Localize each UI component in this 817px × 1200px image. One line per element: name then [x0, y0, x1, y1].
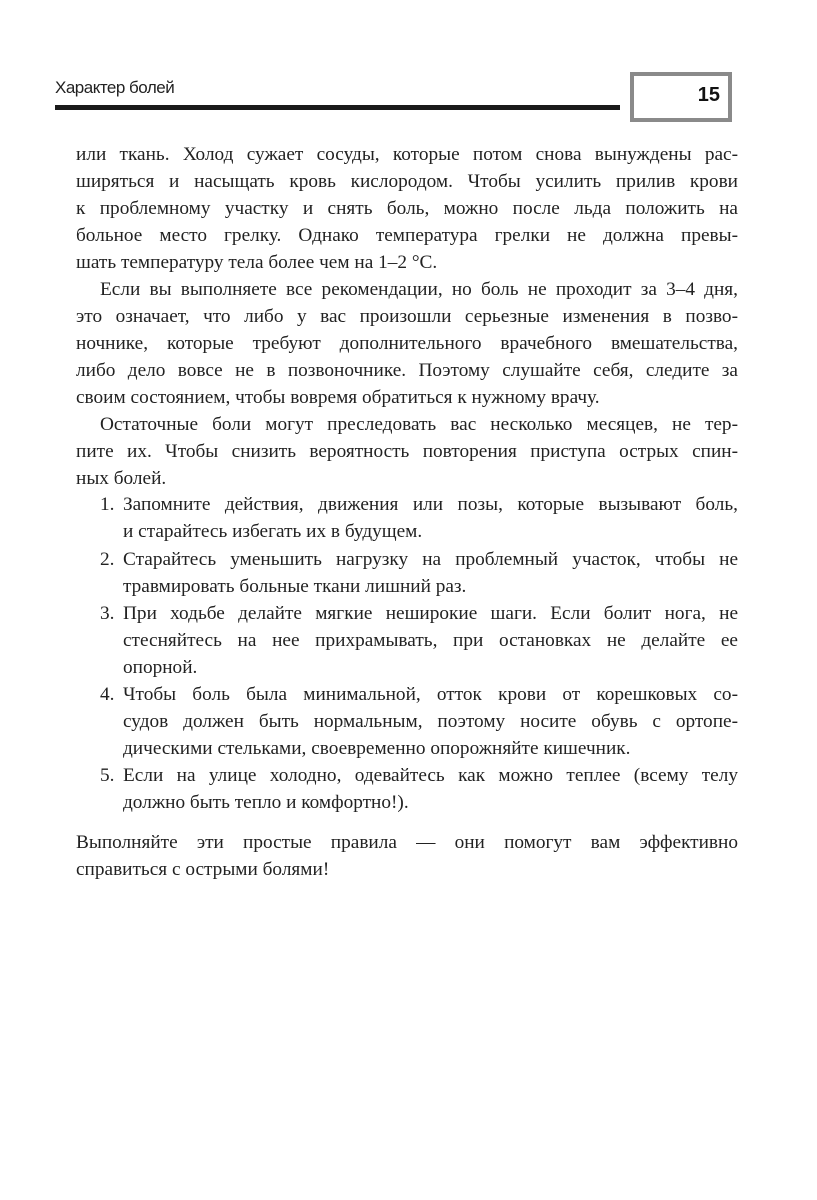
- list-item: [100, 762, 738, 816]
- text-line: Запомните действия, движения или позы, которые вызывают боль,: [123, 494, 738, 515]
- text-line: к проблемному участку и снять боль, можно после льда положить на: [76, 198, 738, 219]
- list-number: 5.: [100, 765, 115, 786]
- list-number: 4.: [100, 684, 115, 705]
- text-line: ширяться и насыщать кровь кислородом. Чтобы усилить прилив крови: [76, 171, 738, 192]
- text-line: ных болей.: [76, 468, 167, 489]
- list-item: [100, 600, 738, 681]
- text-line: Остаточные боли могут преследовать вас несколько месяцев, не тер-: [100, 414, 738, 435]
- list-number: 1.: [100, 494, 115, 515]
- page-number: 15: [697, 84, 720, 106]
- text-line: и старайтесь избегать их в будущем.: [123, 521, 423, 542]
- text-line: шать температуру тела более чем на 1–2 °С.: [76, 252, 438, 273]
- list-item-text: [123, 491, 738, 545]
- text-line: ночнике, которые требуют дополнительного врачебного вмешательства,: [76, 333, 738, 354]
- closing-paragraph: [76, 829, 738, 883]
- text-line: стесняйтесь на нее прихрамывать, при остановках не делайте ее: [123, 630, 738, 651]
- text-line: Старайтесь уменьшить нагрузку на проблемный участок, чтобы не: [123, 549, 738, 570]
- text-line: Если вы выполняете все рекомендации, но боль не проходит за 3–4 дня,: [100, 279, 738, 300]
- text-line: дическими стельками, своевременно опорожняйте кишечник.: [123, 738, 631, 759]
- text-line: Чтобы боль была минимальной, отток крови от корешковых со-: [123, 684, 738, 705]
- text-line: справиться с острыми болями!: [76, 859, 330, 880]
- list-item: [100, 491, 738, 545]
- text-line: опорной.: [123, 657, 198, 678]
- list-item-text: [123, 681, 738, 762]
- running-header-title: Характер болей: [55, 78, 175, 97]
- list-item-text: [123, 546, 738, 600]
- text-line: или ткань. Холод сужает сосуды, которые потом снова вынуждены рас-: [76, 144, 738, 165]
- list-item: [100, 681, 738, 762]
- text-line: своим состоянием, чтобы вовремя обратиться к нужному врачу.: [76, 387, 600, 408]
- text-line: пите их. Чтобы снизить вероятность повторения приступа острых спин-: [76, 441, 738, 462]
- list-item-text: [123, 600, 738, 681]
- header-rule: [55, 105, 620, 110]
- text-line: больное место грелку. Однако температура грелки не должна превы-: [76, 225, 738, 246]
- text-line: При ходьбе делайте мягкие неширокие шаги. Если болит нога, не: [123, 603, 738, 624]
- paragraph: [76, 411, 738, 492]
- list-item: [100, 546, 738, 600]
- text-line: должно быть тепло и комфортно!).: [123, 792, 409, 813]
- text-line: либо дело вовсе не в позвоночнике. Поэтому слушайте себя, следите за: [76, 360, 738, 381]
- page-number-box: [630, 72, 732, 122]
- list-item-text: [123, 762, 738, 816]
- paragraph: [76, 141, 738, 276]
- text-line: травмировать больные ткани лишний раз.: [123, 576, 467, 597]
- list-number: 3.: [100, 603, 115, 624]
- list-number: 2.: [100, 549, 115, 570]
- text-line: это означает, что либо у вас произошли серьезные изменения в позво-: [76, 306, 738, 327]
- text-line: судов должен быть нормальным, поэтому носите обувь с ортопе-: [123, 711, 738, 732]
- text-line: Выполняйте эти простые правила — они помогут вам эффективно: [76, 832, 738, 853]
- text-line: Если на улице холодно, одевайтесь как можно теплее (всему телу: [123, 765, 738, 786]
- paragraph: [76, 276, 738, 411]
